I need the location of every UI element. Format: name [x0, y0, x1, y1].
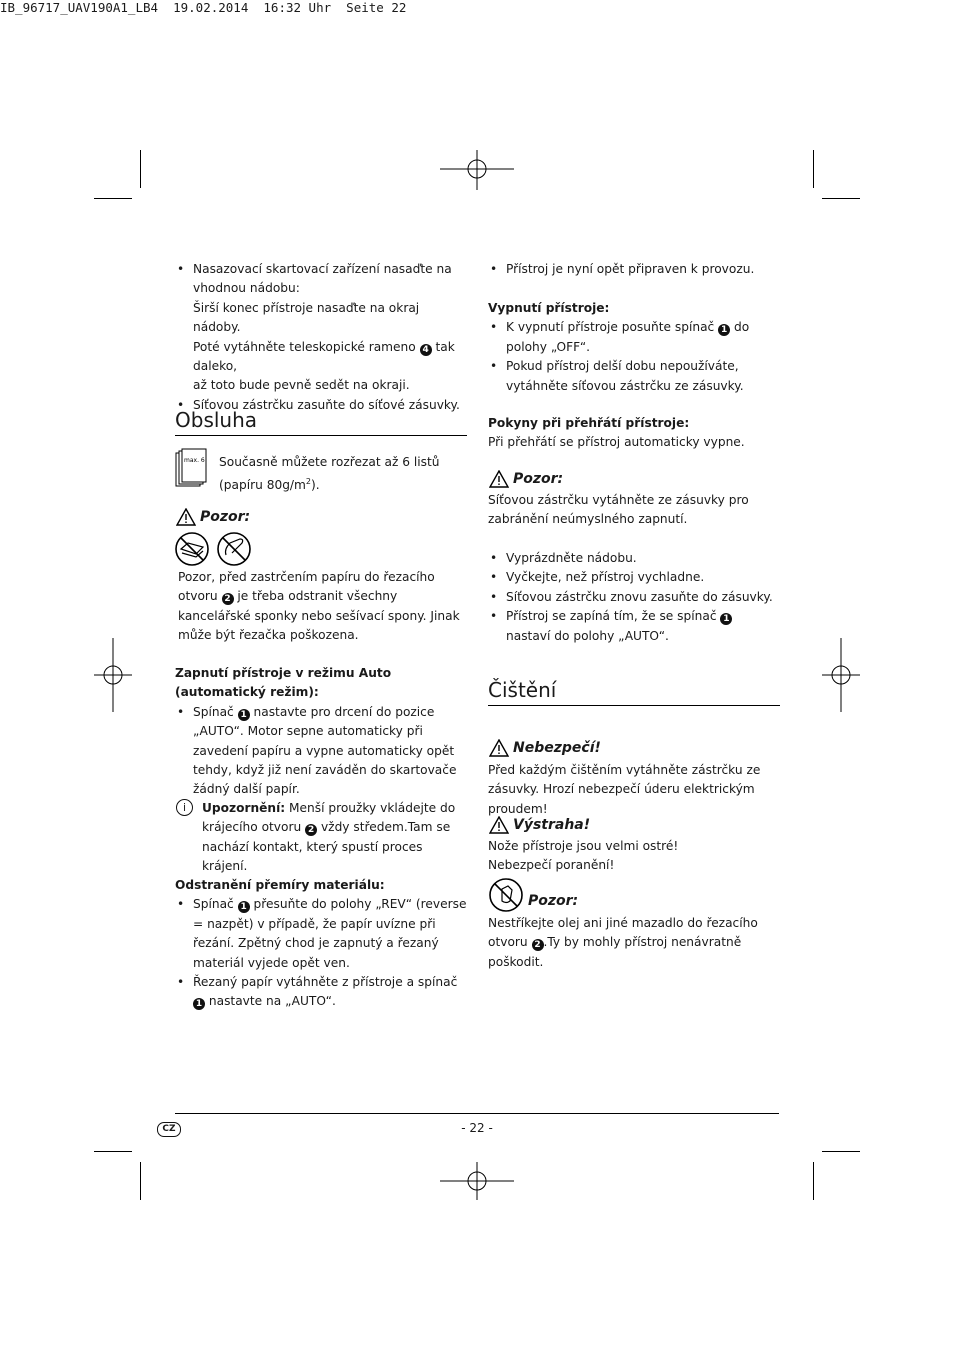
list-item: • Síťovou zástrčku znovu zasuňte do zásuvky.	[488, 588, 780, 607]
pozor-heading: Pozor:	[489, 470, 563, 488]
auto-mode-section	[175, 664, 467, 800]
danger-heading: Nebezpečí!	[489, 739, 601, 757]
footer-rule	[175, 1113, 779, 1114]
paper-stack-icon	[175, 448, 211, 488]
language-badge: CZ	[157, 1122, 181, 1137]
pozor-heading: Pozor:	[528, 893, 579, 909]
jam-section	[175, 876, 467, 1012]
warning-triangle-icon	[489, 739, 509, 757]
capacity-note: Současně můžete rozřezat až 6 listů (papíru $80g/m^2$).	[219, 455, 440, 493]
svg-text:max. 6: max. 6	[184, 457, 205, 464]
part-number-4: 4	[420, 344, 432, 356]
list-item: • Spínač 1 nastavte pro drcení do pozice „AUTO“. Motor sepne automaticky při zavedení papíru a vypne automaticky opět tehdy, když již není zaváděn do skartovače žádný další papír.	[175, 703, 467, 800]
left-column	[175, 260, 467, 415]
list-item: • Vyprázdněte nádobu.	[488, 549, 780, 568]
warning-triangle-icon	[176, 508, 196, 526]
part-number-2: 2	[305, 824, 317, 836]
subheading: Vypnutí přístroje:	[488, 301, 610, 315]
warning-triangle-icon	[489, 816, 509, 834]
list-item: • K vypnutí přístroje posuňte spínač 1 do polohy „OFF“.	[488, 318, 780, 357]
section-heading-cisteni: Čištění	[488, 678, 557, 702]
list-item: • Síťovou zástrčku zasuňte do síťové zásuvky.	[175, 396, 467, 415]
part-number-1: 1	[238, 901, 250, 913]
warning-text: Nože přístroje jsou velmi ostré! Nebezpečí poranění!	[488, 839, 679, 873]
part-number-1: 1	[238, 709, 250, 721]
pozor-oil-text: Nestříkejte olej ani jiné mazadlo do řezacího otvoru 2 .Ty by mohly přístroj nenávratně poškodit.	[488, 916, 758, 969]
subheading: Odstranění přemíry materiálu:	[175, 878, 385, 892]
overheat-section: Pokyny při přehřátí přístroje: Při přehřátí se přístroj automaticky vypne.	[488, 414, 780, 453]
heading-rule	[175, 435, 467, 436]
warning-triangle-icon	[489, 470, 509, 488]
part-number-2: 2	[532, 939, 544, 951]
part-number-1: 1	[718, 324, 730, 336]
pozor-heading: Pozor:	[176, 508, 250, 526]
part-number-2: 2	[222, 593, 234, 605]
pozor-text: Síťovou zástrčku vytáhněte ze zásuvky pro zabránění neúmyslného zapnutí.	[488, 493, 749, 527]
section-heading-obsluha: Obsluha	[175, 408, 258, 432]
list-item: • Přístroj se zapíná tím, že se spínač 1 nastaví do polohy „AUTO“.	[488, 607, 780, 646]
list-item: • Přístroj je nyní opět připraven k provozu.	[488, 260, 780, 279]
heading-rule	[488, 705, 780, 706]
info-icon: i	[176, 799, 193, 816]
part-number-1: 1	[193, 998, 205, 1010]
subheading: Pokyny při přehřátí přístroje:	[488, 416, 690, 430]
part-number-1: 1	[720, 613, 732, 625]
print-slug: IB_96717_UAV190A1_LB4 19.02.2014 16:32 Uhr Seite 22	[0, 0, 407, 15]
subheading: Zapnutí přístroje v režimu Auto (automatický režim):	[175, 666, 392, 700]
no-staples-icon	[174, 531, 254, 567]
list-item: • Spínač 1 přesuňte do polohy „REV“ (reverse = nazpět) v případě, že papír uvízne při řezání. Zpětný chod je zapnutý a řezaný materiál vyjede opět ven.	[175, 895, 467, 973]
right-column-top	[488, 260, 780, 279]
steps-list	[488, 549, 780, 646]
note-text: Upozornění: Menší proužky vkládejte do krájecího otvoru 2 vždy středem.Tam se nachází kontakt, který spustí proces krájení.	[202, 801, 456, 874]
no-oil-icon	[488, 877, 524, 913]
pozor-text: Pozor, před zastrčením papíru do řezacího otvoru 2 je třeba odstranit všechny kancelářské sponky nebo sešívací spony. Jinak může být řezačka poškozena.	[178, 570, 460, 643]
list-item: • Vyčkejte, než přístroj vychladne.	[488, 568, 780, 587]
list-item: • Pokud přístroj delší dobu nepoužíváte, vytáhněte síťovou zástrčku ze zásuvky.	[488, 357, 780, 396]
list-item: • Řezaný papír vytáhněte z přístroje a spínač 1 nastavte na „AUTO“.	[175, 973, 467, 1012]
page-number: - 22 -	[461, 1121, 493, 1135]
danger-text: Před každým čištěním vytáhněte zástrčku ze zásuvky. Hrozí nebezpečí úderu elektrickým proudem!	[488, 763, 761, 816]
list-item: • Nasazovací skartovací zařízení nasaďte na vhodnou nádobu: Širší konec přístroje nasaďte na okraj nádoby. Poté vytáhněte teleskopické rameno 4 tak daleko, až toto bude pevně sedět na okraji.	[175, 260, 467, 396]
warning-heading: Výstraha!	[489, 816, 590, 834]
intro-list	[175, 260, 467, 415]
off-section	[488, 299, 780, 396]
